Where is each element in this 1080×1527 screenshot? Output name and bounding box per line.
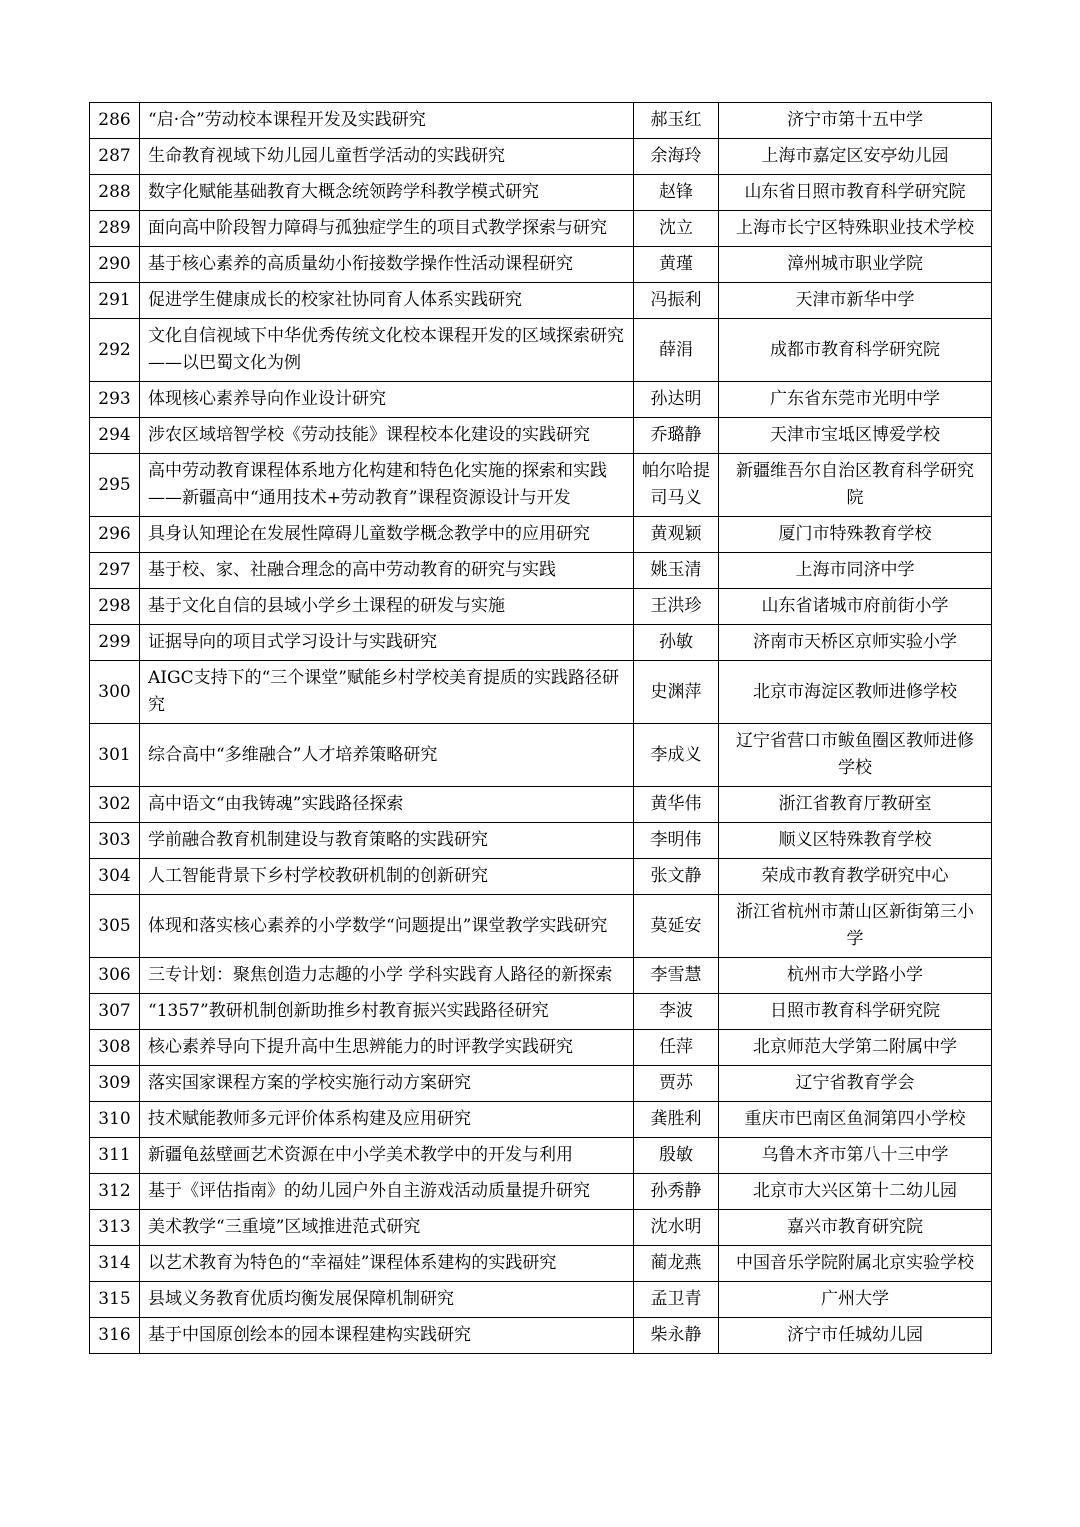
institution: 嘉兴市教育研究院 (719, 1210, 992, 1246)
project-title: 涉农区域培智学校《劳动技能》课程校本化建设的实践研究 (140, 418, 634, 454)
table-row (90, 994, 992, 1030)
table-row (90, 589, 992, 625)
table-row (90, 1246, 992, 1282)
institution: 上海市同济中学 (719, 553, 992, 589)
project-leader: 龚胜利 (634, 1102, 719, 1138)
project-title: 美术教学“三重境”区域推进范式研究 (140, 1210, 634, 1246)
project-leader: 王洪珍 (634, 589, 719, 625)
table-row (90, 1174, 992, 1210)
row-number: 304 (90, 859, 140, 895)
project-title: 技术赋能教师多元评价体系构建及应用研究 (140, 1102, 634, 1138)
table-row (90, 211, 992, 247)
row-number: 292 (90, 319, 140, 382)
table-row (90, 895, 992, 958)
institution: 济宁市任城幼儿园 (719, 1318, 992, 1354)
institution: 济南市天桥区京师实验小学 (719, 625, 992, 661)
table-row (90, 319, 992, 382)
project-title: 学前融合教育机制建设与教育策略的实践研究 (140, 823, 634, 859)
project-title: 数字化赋能基础教育大概念统领跨学科教学模式研究 (140, 175, 634, 211)
institution: 漳州城市职业学院 (719, 247, 992, 283)
row-number: 308 (90, 1030, 140, 1066)
project-leader: 殷敏 (634, 1138, 719, 1174)
project-leader: 张文静 (634, 859, 719, 895)
institution: 北京师范大学第二附属中学 (719, 1030, 992, 1066)
table-row (90, 1318, 992, 1354)
row-number: 300 (90, 661, 140, 724)
project-leader: 姚玉清 (634, 553, 719, 589)
project-title: 基于校、家、社融合理念的高中劳动教育的研究与实践 (140, 553, 634, 589)
table-row (90, 553, 992, 589)
project-title: 新疆龟兹壁画艺术资源在中小学美术教学中的开发与利用 (140, 1138, 634, 1174)
project-leader: 乔璐静 (634, 418, 719, 454)
institution: 北京市大兴区第十二幼儿园 (719, 1174, 992, 1210)
table-row (90, 724, 992, 787)
project-title: “启·合”劳动校本课程开发及实践研究 (140, 103, 634, 139)
row-number: 302 (90, 787, 140, 823)
project-leader: 黄瑾 (634, 247, 719, 283)
project-title: 基于文化自信的县域小学乡土课程的研发与实施 (140, 589, 634, 625)
table-row (90, 859, 992, 895)
row-number: 288 (90, 175, 140, 211)
row-number: 315 (90, 1282, 140, 1318)
row-number: 297 (90, 553, 140, 589)
project-leader: 贾苏 (634, 1066, 719, 1102)
project-title: 面向高中阶段智力障碍与孤独症学生的项目式教学探索与研究 (140, 211, 634, 247)
institution: 浙江省教育厅教研室 (719, 787, 992, 823)
row-number: 311 (90, 1138, 140, 1174)
institution: 山东省日照市教育科学研究院 (719, 175, 992, 211)
table-row (90, 247, 992, 283)
project-title: 文化自信视域下中华优秀传统文化校本课程开发的区域探索研究——以巴蜀文化为例 (140, 319, 634, 382)
row-number: 305 (90, 895, 140, 958)
project-leader: 薛涓 (634, 319, 719, 382)
row-number: 291 (90, 283, 140, 319)
project-title: 促进学生健康成长的校家社协同育人体系实践研究 (140, 283, 634, 319)
row-number: 289 (90, 211, 140, 247)
row-number: 307 (90, 994, 140, 1030)
table-row (90, 139, 992, 175)
project-title: 体现核心素养导向作业设计研究 (140, 382, 634, 418)
row-number: 313 (90, 1210, 140, 1246)
project-title: 综合高中“多维融合”人才培养策略研究 (140, 724, 634, 787)
project-leader: 任萍 (634, 1030, 719, 1066)
table-row (90, 1282, 992, 1318)
institution: 乌鲁木齐市第八十三中学 (719, 1138, 992, 1174)
table-row (90, 517, 992, 553)
institution: 日照市教育科学研究院 (719, 994, 992, 1030)
project-leader: 孙敏 (634, 625, 719, 661)
project-title: 高中语文“由我铸魂”实践路径探索 (140, 787, 634, 823)
project-leader: 郝玉红 (634, 103, 719, 139)
table-row (90, 103, 992, 139)
project-leader: 帕尔哈提司马义 (634, 454, 719, 517)
project-leader: 李波 (634, 994, 719, 1030)
row-number: 286 (90, 103, 140, 139)
row-number: 316 (90, 1318, 140, 1354)
project-title: 基于《评估指南》的幼儿园户外自主游戏活动质量提升研究 (140, 1174, 634, 1210)
project-title: 三专计划：聚焦创造力志趣的小学 学科实践育人路径的新探索 (140, 958, 634, 994)
row-number: 314 (90, 1246, 140, 1282)
row-number: 294 (90, 418, 140, 454)
institution: 辽宁省教育学会 (719, 1066, 992, 1102)
institution: 北京市海淀区教师进修学校 (719, 661, 992, 724)
institution: 新疆维吾尔自治区教育科学研究院 (719, 454, 992, 517)
project-leader: 黄华伟 (634, 787, 719, 823)
institution: 荣成市教育教学研究中心 (719, 859, 992, 895)
row-number: 309 (90, 1066, 140, 1102)
row-number: 287 (90, 139, 140, 175)
project-leader: 孙达明 (634, 382, 719, 418)
row-number: 293 (90, 382, 140, 418)
table-row (90, 787, 992, 823)
table-row (90, 1102, 992, 1138)
project-leader: 余海玲 (634, 139, 719, 175)
institution: 厦门市特殊教育学校 (719, 517, 992, 553)
institution: 济宁市第十五中学 (719, 103, 992, 139)
institution: 成都市教育科学研究院 (719, 319, 992, 382)
project-leader: 沈水明 (634, 1210, 719, 1246)
row-number: 290 (90, 247, 140, 283)
project-title: 县域义务教育优质均衡发展保障机制研究 (140, 1282, 634, 1318)
table-body (90, 103, 992, 1354)
project-title: 落实国家课程方案的学校实施行动方案研究 (140, 1066, 634, 1102)
project-title: 证据导向的项目式学习设计与实践研究 (140, 625, 634, 661)
table-row (90, 823, 992, 859)
institution: 山东省诸城市府前街小学 (719, 589, 992, 625)
table-row (90, 1138, 992, 1174)
project-leader: 莫延安 (634, 895, 719, 958)
project-leader: 李明伟 (634, 823, 719, 859)
project-leader: 沈立 (634, 211, 719, 247)
table-row (90, 625, 992, 661)
row-number: 312 (90, 1174, 140, 1210)
institution: 上海市嘉定区安亭幼儿园 (719, 139, 992, 175)
project-title: 基于中国原创绘本的园本课程建构实践研究 (140, 1318, 634, 1354)
project-leader: 孙秀静 (634, 1174, 719, 1210)
row-number: 301 (90, 724, 140, 787)
row-number: 303 (90, 823, 140, 859)
row-number: 296 (90, 517, 140, 553)
table-row (90, 661, 992, 724)
institution: 浙江省杭州市萧山区新街第三小学 (719, 895, 992, 958)
project-title: 基于核心素养的高质量幼小衔接数学操作性活动课程研究 (140, 247, 634, 283)
project-leader: 孟卫青 (634, 1282, 719, 1318)
project-table (89, 102, 992, 1354)
project-title: 高中劳动教育课程体系地方化构建和特色化实施的探索和实践——新疆高中“通用技术+劳动教育”课程资源设计与开发 (140, 454, 634, 517)
project-leader: 冯振利 (634, 283, 719, 319)
institution: 顺义区特殊教育学校 (719, 823, 992, 859)
institution: 杭州市大学路小学 (719, 958, 992, 994)
row-number: 298 (90, 589, 140, 625)
project-leader: 蔺龙燕 (634, 1246, 719, 1282)
institution: 天津市新华中学 (719, 283, 992, 319)
project-leader: 李雪慧 (634, 958, 719, 994)
project-leader: 李成义 (634, 724, 719, 787)
project-title: 以艺术教育为特色的“幸福娃”课程体系建构的实践研究 (140, 1246, 634, 1282)
table-row (90, 175, 992, 211)
institution: 广东省东莞市光明中学 (719, 382, 992, 418)
project-leader: 黄观颖 (634, 517, 719, 553)
institution: 辽宁省营口市鲅鱼圈区教师进修学校 (719, 724, 992, 787)
table-row (90, 283, 992, 319)
project-title: “1357”教研机制创新助推乡村教育振兴实践路径研究 (140, 994, 634, 1030)
table-row (90, 418, 992, 454)
table-row (90, 382, 992, 418)
project-title: AIGC支持下的“三个课堂”赋能乡村学校美育提质的实践路径研究 (140, 661, 634, 724)
institution: 天津市宝坻区博爱学校 (719, 418, 992, 454)
row-number: 306 (90, 958, 140, 994)
row-number: 299 (90, 625, 140, 661)
project-title: 具身认知理论在发展性障碍儿童数学概念教学中的应用研究 (140, 517, 634, 553)
institution: 广州大学 (719, 1282, 992, 1318)
institution: 重庆市巴南区鱼洞第四小学校 (719, 1102, 992, 1138)
institution: 上海市长宁区特殊职业技术学校 (719, 211, 992, 247)
table-row (90, 1210, 992, 1246)
project-leader: 史渊萍 (634, 661, 719, 724)
table-row (90, 958, 992, 994)
project-title: 体现和落实核心素养的小学数学“问题提出”课堂教学实践研究 (140, 895, 634, 958)
project-title: 核心素养导向下提升高中生思辨能力的时评教学实践研究 (140, 1030, 634, 1066)
table-row (90, 454, 992, 517)
project-leader: 赵锋 (634, 175, 719, 211)
project-leader: 柴永静 (634, 1318, 719, 1354)
table-row (90, 1066, 992, 1102)
project-title: 生命教育视域下幼儿园儿童哲学活动的实践研究 (140, 139, 634, 175)
row-number: 295 (90, 454, 140, 517)
row-number: 310 (90, 1102, 140, 1138)
table-row (90, 1030, 992, 1066)
institution: 中国音乐学院附属北京实验学校 (719, 1246, 992, 1282)
project-title: 人工智能背景下乡村学校教研机制的创新研究 (140, 859, 634, 895)
